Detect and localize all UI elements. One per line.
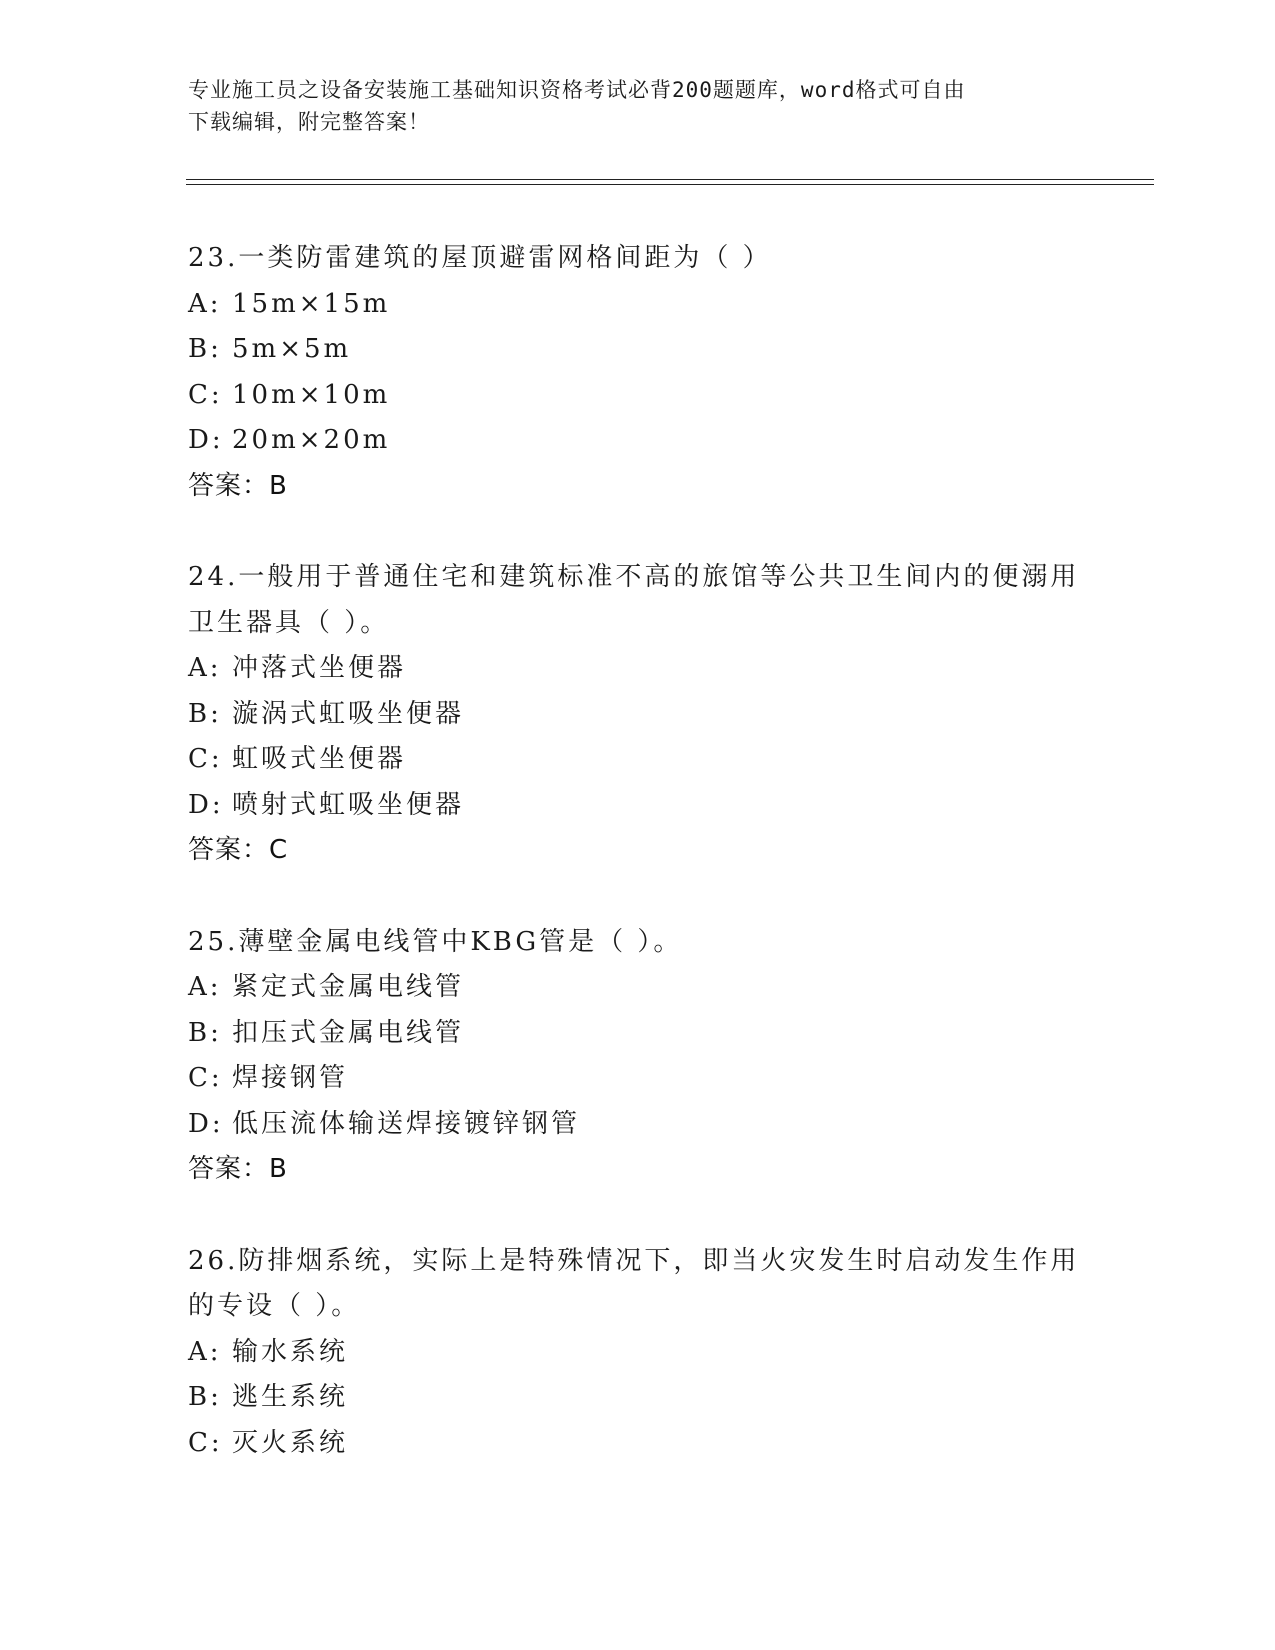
- header-line-1: 专业施工员之设备安装施工基础知识资格考试必背200题题库，word格式可自由: [188, 78, 966, 102]
- header-divider-bottom: [186, 184, 1154, 185]
- option-text: 虹吸式坐便器: [232, 744, 407, 774]
- question-block: [188, 236, 1088, 509]
- answer-option: [188, 1011, 1088, 1057]
- option-text: 焊接钢管: [232, 1063, 349, 1093]
- option-letter: A:: [188, 288, 222, 319]
- option-letter: B:: [188, 334, 222, 364]
- answer-option: [188, 965, 1088, 1011]
- option-letter: B:: [188, 698, 222, 729]
- option-letter: C:: [188, 744, 223, 774]
- option-text: 低压流体输送焊接镀锌钢管: [232, 1108, 581, 1139]
- option-text: 20m×20m: [232, 425, 391, 455]
- answer-option: [188, 646, 1088, 692]
- option-text: 冲落式坐便器: [232, 653, 407, 683]
- answer-option: [188, 373, 1088, 419]
- answer-option: [188, 1330, 1088, 1376]
- option-letter: B:: [188, 1382, 222, 1412]
- question-list: [188, 236, 1088, 1512]
- answer-key: 答案：B: [188, 470, 288, 501]
- option-text: 喷射式虹吸坐便器: [232, 789, 465, 820]
- answer-option: [188, 783, 1088, 829]
- option-letter: D:: [188, 1108, 224, 1139]
- question-block: [188, 1239, 1088, 1467]
- option-text: 漩涡式虹吸坐便器: [232, 698, 465, 729]
- option-letter: C:: [188, 379, 223, 410]
- question-stem: 26.防排烟系统，实际上是特殊情况下，即当火灾发生时启动发生作用: [188, 1245, 1080, 1276]
- option-letter: D:: [188, 789, 224, 820]
- option-text: 紧定式金属电线管: [232, 972, 465, 1002]
- option-text: 输水系统: [232, 1336, 349, 1367]
- document-header: [188, 74, 1088, 138]
- answer-option: [188, 1375, 1088, 1421]
- question-stem: 25.薄壁金属电线管中KBG管是（ ）。: [188, 926, 683, 957]
- option-text: 15m×15m: [232, 288, 391, 319]
- question-block: [188, 555, 1088, 874]
- header-divider-top: [186, 179, 1154, 180]
- option-text: 扣压式金属电线管: [232, 1017, 465, 1048]
- question-stem: 24.一般用于普通住宅和建筑标准不高的旅馆等公共卫生间内的便溺用: [188, 562, 1080, 592]
- answer-option: [188, 1056, 1088, 1102]
- option-text: 灭火系统: [232, 1427, 349, 1458]
- option-letter: B:: [188, 1017, 222, 1048]
- answer-option: [188, 282, 1088, 328]
- answer-key: 答案：C: [188, 835, 289, 865]
- header-line-2: 下载编辑，附完整答案！: [188, 110, 430, 134]
- option-text: 逃生系统: [232, 1382, 349, 1412]
- option-letter: A:: [188, 1336, 222, 1367]
- answer-option: [188, 1421, 1088, 1467]
- option-letter: C:: [188, 1063, 223, 1093]
- option-letter: C:: [188, 1427, 223, 1458]
- answer-option: [188, 692, 1088, 738]
- answer-option: [188, 1102, 1088, 1148]
- question-stem: 的专设（ ）。: [188, 1291, 361, 1321]
- question-stem: 23.一类防雷建筑的屋顶避雷网格间距为（ ）: [188, 243, 772, 273]
- option-letter: A:: [188, 653, 222, 683]
- option-text: 10m×10m: [232, 379, 391, 410]
- answer-option: [188, 418, 1088, 464]
- answer-option: [188, 327, 1088, 373]
- answer-key: 答案：B: [188, 1154, 288, 1184]
- option-letter: D:: [188, 425, 224, 455]
- option-text: 5m×5m: [232, 334, 352, 364]
- option-letter: A:: [188, 972, 222, 1002]
- answer-option: [188, 737, 1088, 783]
- question-stem: 卫生器具（ ）。: [188, 607, 390, 638]
- question-block: [188, 920, 1088, 1193]
